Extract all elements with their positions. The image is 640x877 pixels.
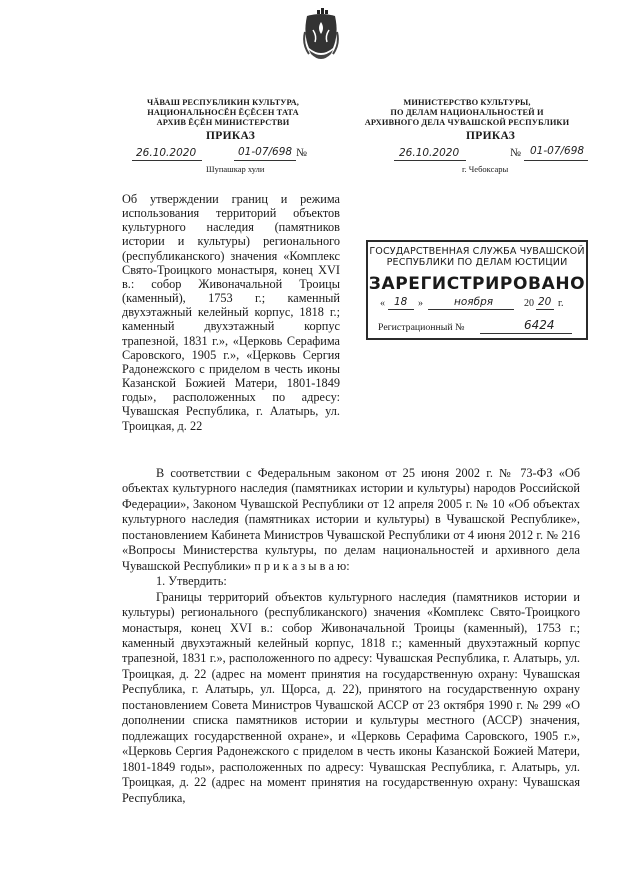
stamp-date-row: « 18 » ноября 20 20 г. <box>380 296 564 309</box>
document-body <box>122 466 580 806</box>
stamp-line-1: ГОСУДАРСТВЕННАЯ СЛУЖБА ЧУВАШСКОЙ <box>369 246 585 257</box>
stamp-month: ноября <box>454 296 494 308</box>
body-paragraph-2: 1. Утвердить: <box>156 574 227 589</box>
stamp-reg-number: 6424 <box>524 318 555 332</box>
body-paragraph-3: Границы территорий объектов культурного наследия (памятников истории и культуры) регионального (республиканского) значения «Комплекс Свято-Троицкого монастыря, конец XVI в.: собор Живоначальной Троицы (каменный), 1753 г.; каменный двухэтажный келейный корпус, 1818 г.; каменный двухэтажный корпус трапезной, 1831 г.», расположенного по адресу: Чувашская Республика, г. Алатырь, ул. Троицкая, д. 22 (адрес на момент принятия на государственную охрану: Чувашская Республика, г. Алатырь, ул. Щорса, д. 22), принятого на государственную охрану постановлением Совета Министров Чувашской АССР от 23 октября 1990 г. № 299 «О дополнении списка памятников истории и культуры местного (АССР) значения, подлежащих государственной охране», и «Церковь Серафима Саровского, 1905 г.», «Церковь Сергия Радонежского с приделом в честь иконы Казанской Божией Матери, 1801-1849 годы», расположенных по адресу: Чувашская Республика, г. Алатырь, ул. Троицкая, д. 22 (адрес на момент принятия на государственную охрану: Чувашская Республика, <box>122 589 580 805</box>
ministry-name-russian: МИНИСТЕРСТВО КУЛЬТУРЫ, ПО ДЕЛАМ НАЦИОНАЛЬНОСТЕЙ И АРХИВНОГО ДЕЛА ЧУВАШСКОЙ РЕСПУБЛИКИ <box>364 98 570 127</box>
prikaz-title-right: ПРИКАЗ <box>466 130 516 142</box>
stamp-day: 18 <box>394 296 408 308</box>
underline-number-left <box>234 160 296 161</box>
prikaz-number-right: 01-07/698 <box>530 145 585 157</box>
ministry-name-chuvash: ЧĂВАШ РЕСПУБЛИКИН КУЛЬТУРА, НАЦИОНАЛЬНОСĔН ĔÇĔСЕН ТАТА АРХИВ ĔÇĔН МИНИСТЕРСТВИ <box>147 98 299 127</box>
document-subject: Об утверждении границ и режима использования территорий объектов культурного наследия (памятников истории и культуры) регионального (республиканского) значения «Комплекс Свято-Троицкого монастыря, конец XVI в.: собор Живоначальной Троицы (каменный), 1753 г.; каменный двухэтажный келейный корпус, 1818 г.; каменный двухэтажный корпус трапезной, 1831 г.», «Церковь Серафима Саровского, 1905 г.», «Церковь Сергия Радонежского с приделом в честь иконы Казанской Божией Матери, 1801-1849 годы», расположенных по адресу: Чувашская Республика, г. Алатырь, ул. Троицкая, д. 22 <box>122 192 340 433</box>
city-left: Шупашкар хули <box>206 164 265 174</box>
stamp-line-2: РЕСПУБЛИКИ ПО ДЕЛАМ ЮСТИЦИИ <box>386 257 568 268</box>
number-sign-right: № <box>510 147 521 159</box>
prikaz-number-left: 01-07/698 <box>238 146 293 158</box>
city-right: г. Чебоксары <box>462 164 509 174</box>
stamp-reg-label: Регистрационный № <box>378 322 465 333</box>
number-sign-left: № <box>296 147 307 159</box>
underline-date-right <box>394 160 466 161</box>
prikaz-title-left: ПРИКАЗ <box>206 130 256 142</box>
registration-stamp <box>366 240 588 340</box>
stamp-registered: ЗАРЕГИСТРИРОВАНО <box>368 274 586 294</box>
body-paragraph-1: В соответствии с Федеральным законом от 25 июня 2002 г. № 73-ФЗ «Об объектах культурного наследия (памятниках истории и культуры) народов Российской Федерации», Законом Чувашской Республики от 12 апреля 2005 г. № 10 «Об объектах культурного наследия (памятниках истории и культуры) в Чувашской Республике», постановлением Кабинета Министров Чувашской Республики от 4 июня 2012 г. № 216 «Вопросы Министерства культуры, по делам национальностей и архивного дела Чувашской Республики» п р и к а з ы в а ю: <box>122 466 580 573</box>
prikaz-date-left: 26.10.2020 <box>136 147 197 159</box>
underline-number-right <box>524 160 588 161</box>
underline-date-left <box>132 160 202 161</box>
chuvash-emblem-icon <box>301 8 341 96</box>
prikaz-date-right: 26.10.2020 <box>399 147 460 159</box>
stamp-year: 20 <box>538 296 552 308</box>
stamp-reg-row <box>368 318 586 338</box>
